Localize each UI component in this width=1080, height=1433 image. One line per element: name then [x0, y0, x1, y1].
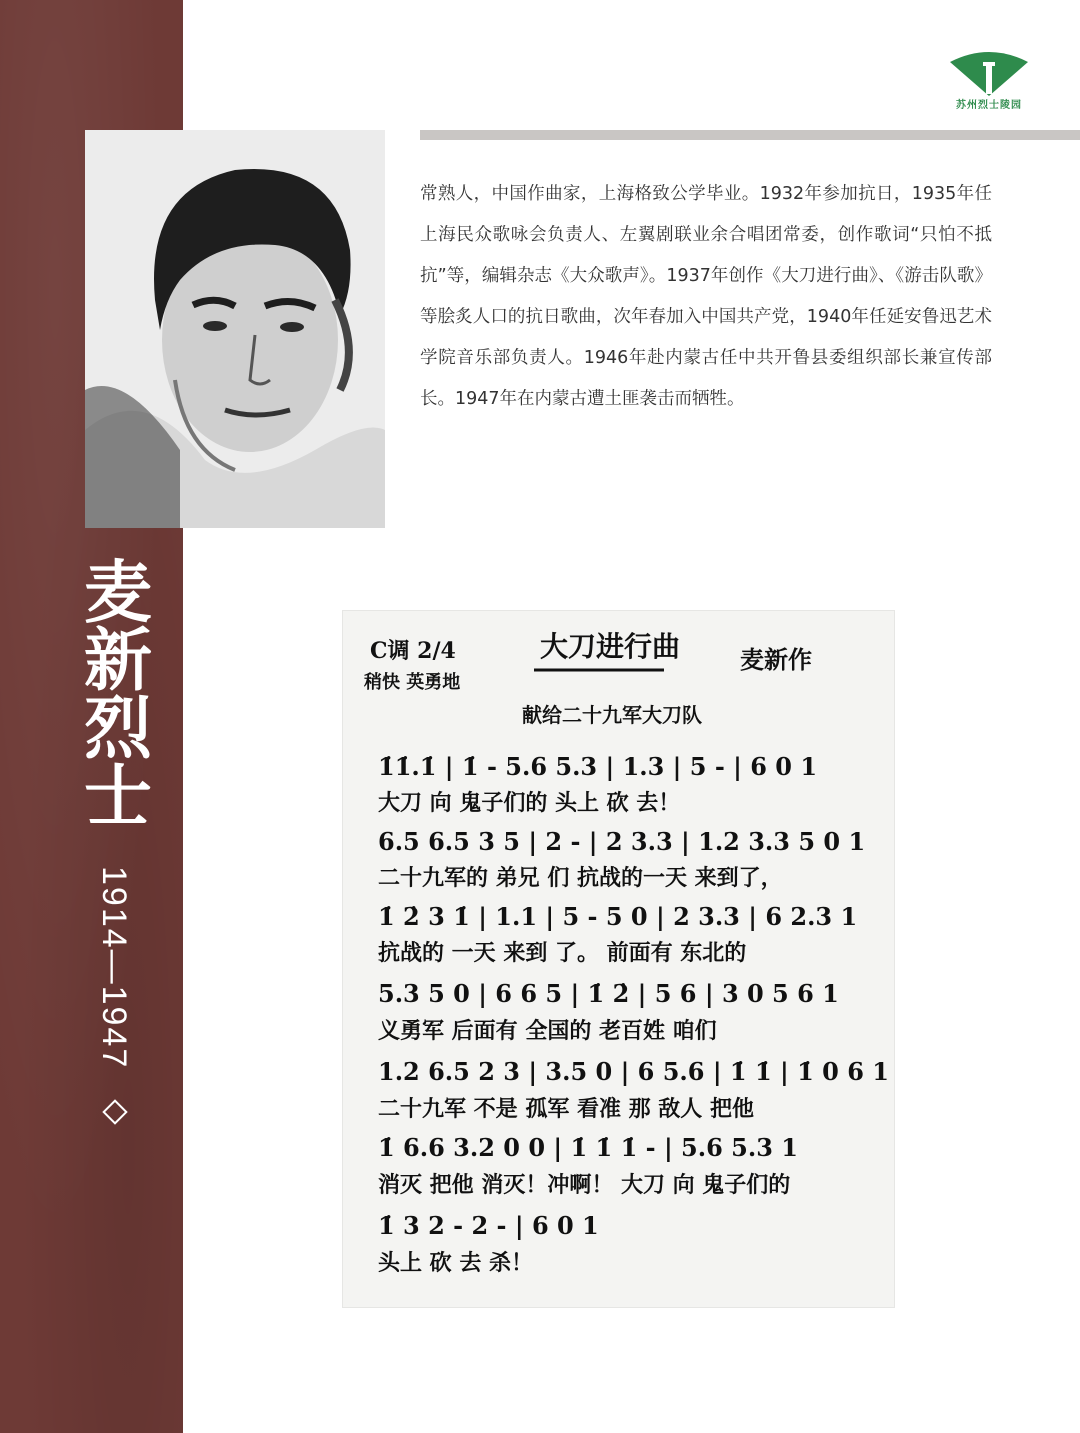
score-author: 麦新作 — [740, 645, 812, 674]
score-lyrics-line: 二十九军 不是 孤军 看准 那 敌人 把他 — [378, 1096, 754, 1122]
score-lyrics-line: 大刀 向 鬼子们的 头上 砍 去！ — [378, 790, 681, 816]
score-title: 大刀进行曲 — [540, 630, 681, 663]
score-notes-line: 1̇ 6.6 3.2 0 0 | 1̇ 1̇ 1̇ - | 5.6 5.3 1 — [378, 1133, 798, 1162]
score-notes-line: 6.5 6.5 3 5 | 2 - | 2 3.3 | 1.2 3.3 5 0 1 — [378, 827, 866, 856]
org-name: 苏州烈士陵园 — [956, 100, 1022, 111]
score-key-meter: C调 2/4 — [370, 638, 456, 664]
life-years: 1914—1947 — [95, 866, 133, 1070]
score-dedication: 献给二十九军大刀队 — [522, 703, 702, 727]
score-notes-line: 1̇ 3 2 - 2 - | 6 0 1 — [378, 1211, 599, 1240]
sheet-music-image — [342, 610, 895, 1308]
score-notes-line: 5.3 5 0 | 6 6 5 | 1̇ 2̇ | 5 6 | 3 0 5 6 1 — [378, 979, 839, 1008]
score-tempo: 稍快 英勇地 — [364, 672, 461, 693]
score-lyrics-line: 抗战的 一天 来到 了。 前面有 东北的 — [378, 940, 747, 966]
score-lyrics-line: 头上 砍 去 杀！ — [378, 1250, 533, 1276]
score-lyrics-line: 消灭 把他 消灭！冲啊！ 大刀 向 鬼子们的 — [378, 1172, 791, 1198]
score-notes-line: 1̇ 2̇ 3 1̇ | 1.1 | 5 - 5 0 | 2 3.3 | 6 2.3 1 — [378, 902, 858, 931]
score-notes-line: 1̇1̇.1̇ | 1̇ - 5.6 5.3 | 1.3 | 5 - | 6 0 1 — [378, 752, 818, 781]
header-divider — [420, 130, 1080, 140]
score-notes-line: 1.2 6.5 2 3 | 3.5 0 | 6 5.6 | 1̇ 1̇ | 1̇ 0 6 1 — [378, 1057, 889, 1086]
score-lyrics-line: 义勇军 后面有 全国的 老百姓 咱们 — [378, 1018, 717, 1044]
portrait-photo — [85, 130, 385, 528]
biography-text: 常熟人，中国作曲家，上海格致公学毕业。1932年参加抗日，1935年任上海民众歌咏会负责人、左翼剧联业余合唱团常委，创作歌词“只怕不抵抗”等，编辑杂志《大众歌声》。1937年创作《大刀进行曲》、《游击队歌》等脍炙人口的抗日歌曲，次年春加入中国共产党，1940年任延安鲁迅艺术学院音乐部负责人。1946年赴内蒙古任中共开鲁县委组织部长兼宣传部长。1947年在内蒙古遭土匪袭击而牺牲。 — [420, 184, 992, 409]
martyr-name: 麦新烈士 — [83, 554, 152, 837]
score-lyrics-line: 二十九军的 弟兄 们 抗战的一天 来到了， — [378, 865, 783, 891]
